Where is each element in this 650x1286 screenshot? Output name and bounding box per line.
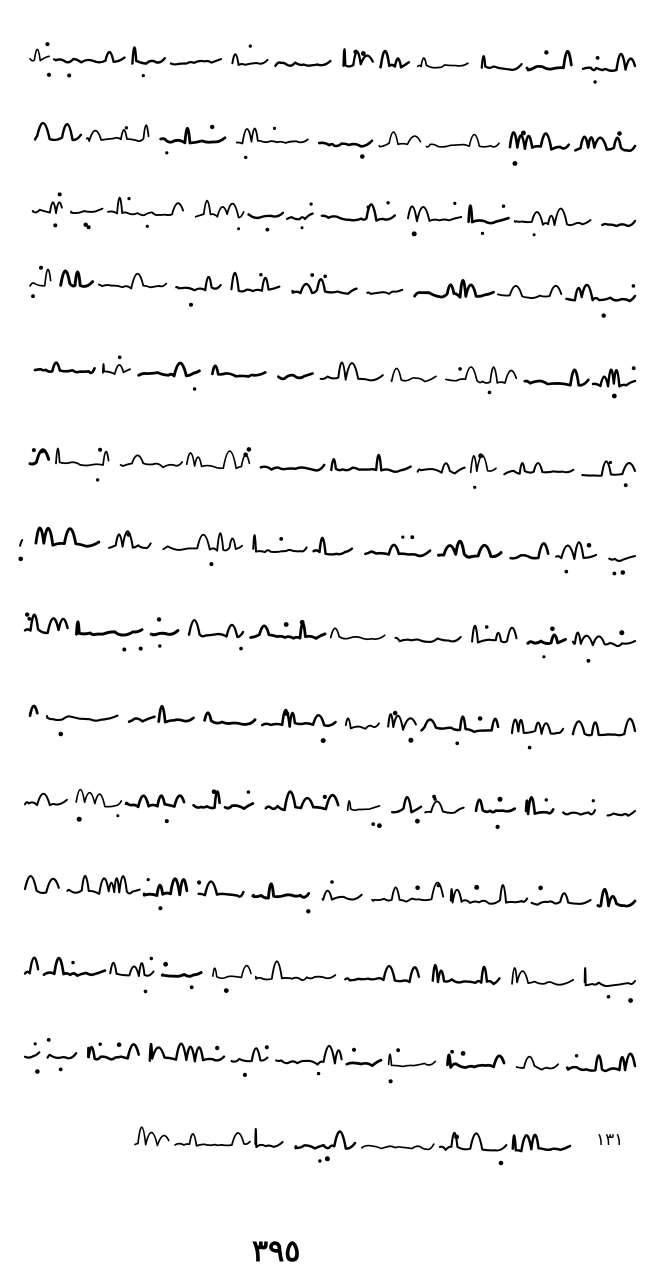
script-line [33, 192, 635, 236]
script-line [25, 1038, 635, 1083]
folio-note: ١٣١ [596, 1130, 624, 1150]
script-line [30, 706, 635, 749]
script-line [30, 266, 635, 318]
script-line [25, 789, 635, 829]
script-line [30, 42, 635, 84]
page-number: ٣٩٥ [252, 1234, 301, 1269]
script-line [35, 356, 636, 399]
script-line [30, 447, 635, 489]
script-line [18, 528, 635, 576]
script-line [25, 612, 635, 662]
script-line [25, 957, 635, 1003]
script-line [35, 123, 635, 166]
script-line [135, 1127, 570, 1165]
script-line [25, 876, 635, 914]
